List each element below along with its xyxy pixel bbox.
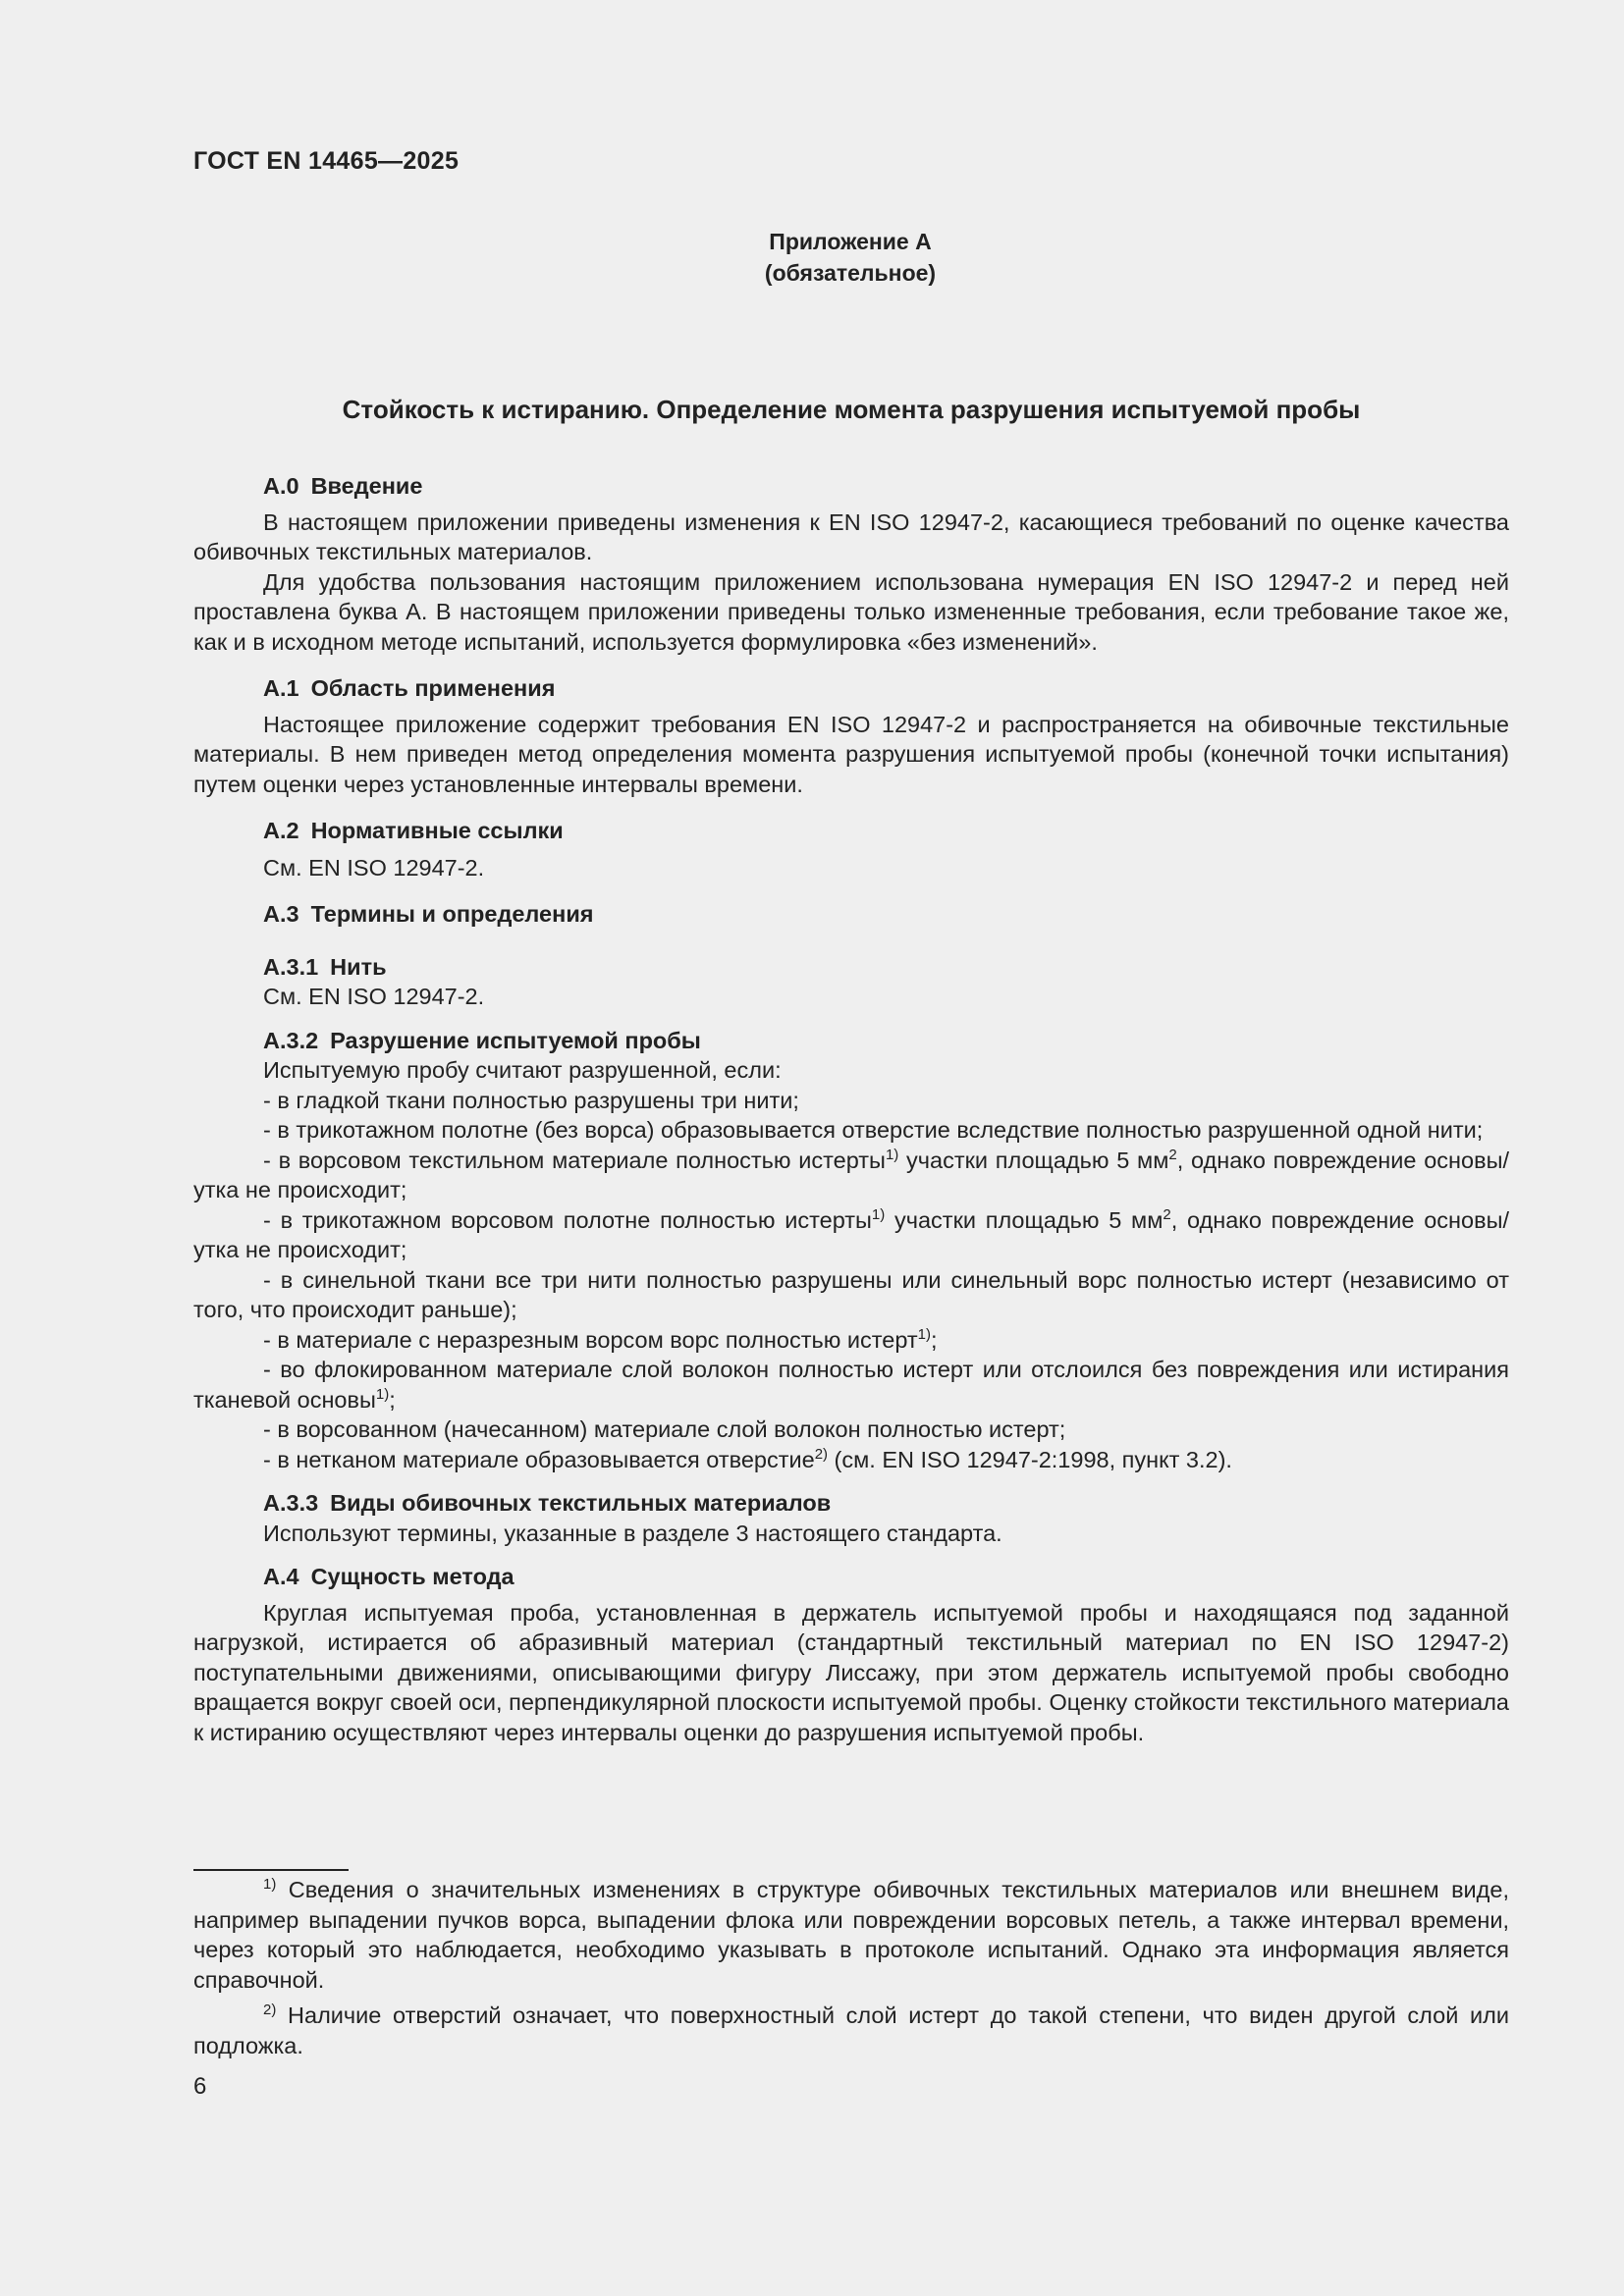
footnote-ref: 1) — [375, 1385, 390, 1403]
section-heading-a2: А.2 Нормативные ссылки — [263, 818, 564, 843]
section-heading-a4: А.4 Сущность метода — [263, 1564, 514, 1589]
footnote-2: $^{2)}$ Наличие отверстий означает, что поверхностный слой истерт до такой степени, что виден другой слой или подложка. — [193, 2002, 1509, 2058]
page-number: 6 — [193, 2073, 207, 2100]
section-heading-a3: А.3 Термины и определения — [263, 901, 594, 927]
footnotes — [193, 1875, 1509, 2060]
section-heading-a0: А.0 Введение — [263, 473, 423, 499]
annex-title: Стойкость к истиранию. Определение момента разрушения испытуемой пробы — [342, 395, 1361, 424]
list-item: - в гладкой ткани полностью разрушены три нити; — [263, 1087, 799, 1113]
footnote-ref: 2) — [814, 1445, 829, 1463]
footnote-mark: 2) — [263, 2002, 277, 2018]
paragraph: Круглая испытуемая проба, установленная в держатель испытуемой пробы и находящаяся под заданной нагрузкой, истирается об абразивный материал (стандартный текстильный материал по EN ISO 12947-2) поступательными движениями, описывающими фигуру Лиссажу, при этом держатель испытуемой пробы свободно вращается вокруг своей оси, перпендикулярной плоскости испытуемой пробы. Оценку стойкости текстильного материала к истиранию осуществляют через интервалы оценки до разрушения испытуемой пробы. — [193, 1599, 1509, 1745]
list-item: - во флокированном материале слой волокон полностью истерт или отслоился без повреждения или истирания тканевой основы$^{1)}$; — [193, 1357, 1509, 1413]
annex-label: Приложение А — [769, 229, 932, 254]
footnote-separator — [193, 1869, 349, 1871]
list-item: - в ворсовом текстильном материале полностью истерты$^{1)}$ участки площадью 5 $мм^2$, однако повреждение основы/утка не происходит; — [193, 1146, 1509, 1202]
annex-heading — [0, 226, 1624, 289]
list-item: - в трикотажном ворсовом полотне полностью истерты$^{1)}$ участки площадью 5 $мм^2$, однако повреждение основы/утка не происходит; — [193, 1205, 1509, 1262]
paragraph: В настоящем приложении приведены изменения к EN ISO 12947-2, касающиеся требований по оценке качества обивочных текстильных материалов. — [193, 508, 1509, 564]
annex-status: (обязательное) — [764, 260, 937, 286]
list-item: - в нетканом материале образовывается отверстие$^{2)}$ (см. EN ISO 12947-2:1998, пункт 3.2). — [263, 1445, 1232, 1472]
superscript: 2 — [1168, 1146, 1177, 1163]
footnote-ref: 1) — [917, 1325, 931, 1343]
paragraph: См. EN ISO 12947-2. — [263, 854, 485, 881]
section-heading-a1: А.1 Область применения — [263, 675, 556, 701]
superscript: 2 — [1163, 1205, 1171, 1223]
footnote-ref: 1) — [871, 1205, 886, 1223]
section-heading-a31: А.3.1 Нить — [263, 953, 387, 980]
paragraph: Испытуемую пробу считают разрушенной, если: — [263, 1057, 782, 1083]
section-heading-a33: А.3.3 Виды обивочных текстильных материалов — [263, 1490, 832, 1516]
document-header: ГОСТ EN 14465—2025 — [193, 147, 460, 175]
footnote-1: $^{1)}$ Сведения о значительных изменениях в структуре обивочных текстильных материалов или внешнем виде, например выпадении пучков ворса, выпадении флока или повреждении ворсовых петель, а также интервал времени, через который это наблюдается, необходимо указывать в протоколе испытаний. Однако эта информация является справочной. — [193, 1876, 1509, 1993]
list-item: - в материале с неразрезным ворсом ворс полностью истерт$^{1)}$; — [263, 1325, 938, 1353]
document-body — [193, 471, 1509, 1747]
footnote-mark: 1) — [263, 1876, 277, 1893]
list-item: - в синельной ткани все три нити полностью разрушены или синельный ворс полностью истерт (независимо от того, что происходит раньше); — [193, 1266, 1509, 1322]
list-item: - в ворсованном (начесанном) материале слой волокон полностью истерт; — [263, 1416, 1066, 1442]
paragraph: Настоящее приложение содержит требования EN ISO 12947-2 и распространяется на обивочные текстильные материалы. В нем приведен метод определения момента разрушения испытуемой пробы (конечной точки испытания) путем оценки через установленные интервалы времени. — [193, 711, 1509, 797]
paragraph: Для удобства пользования настоящим приложением использована нумерация EN ISO 12947-2 и перед ней проставлена буква А. В настоящем приложении приведены только измененные требования, если требование такое же, как и в исходном методе испытаний, используется формулировка «без изменений». — [193, 568, 1509, 655]
footnote-ref: 1) — [885, 1146, 899, 1163]
list-item: - в трикотажном полотне (без ворса) образовывается отверстие вследствие полностью разрушенной одной нити; — [263, 1117, 1484, 1143]
paragraph: См. EN ISO 12947-2. — [263, 984, 485, 1009]
paragraph: Используют термины, указанные в разделе 3 настоящего стандарта. — [263, 1520, 1002, 1546]
section-heading-a32: А.3.2 Разрушение испытуемой пробы — [263, 1027, 701, 1053]
